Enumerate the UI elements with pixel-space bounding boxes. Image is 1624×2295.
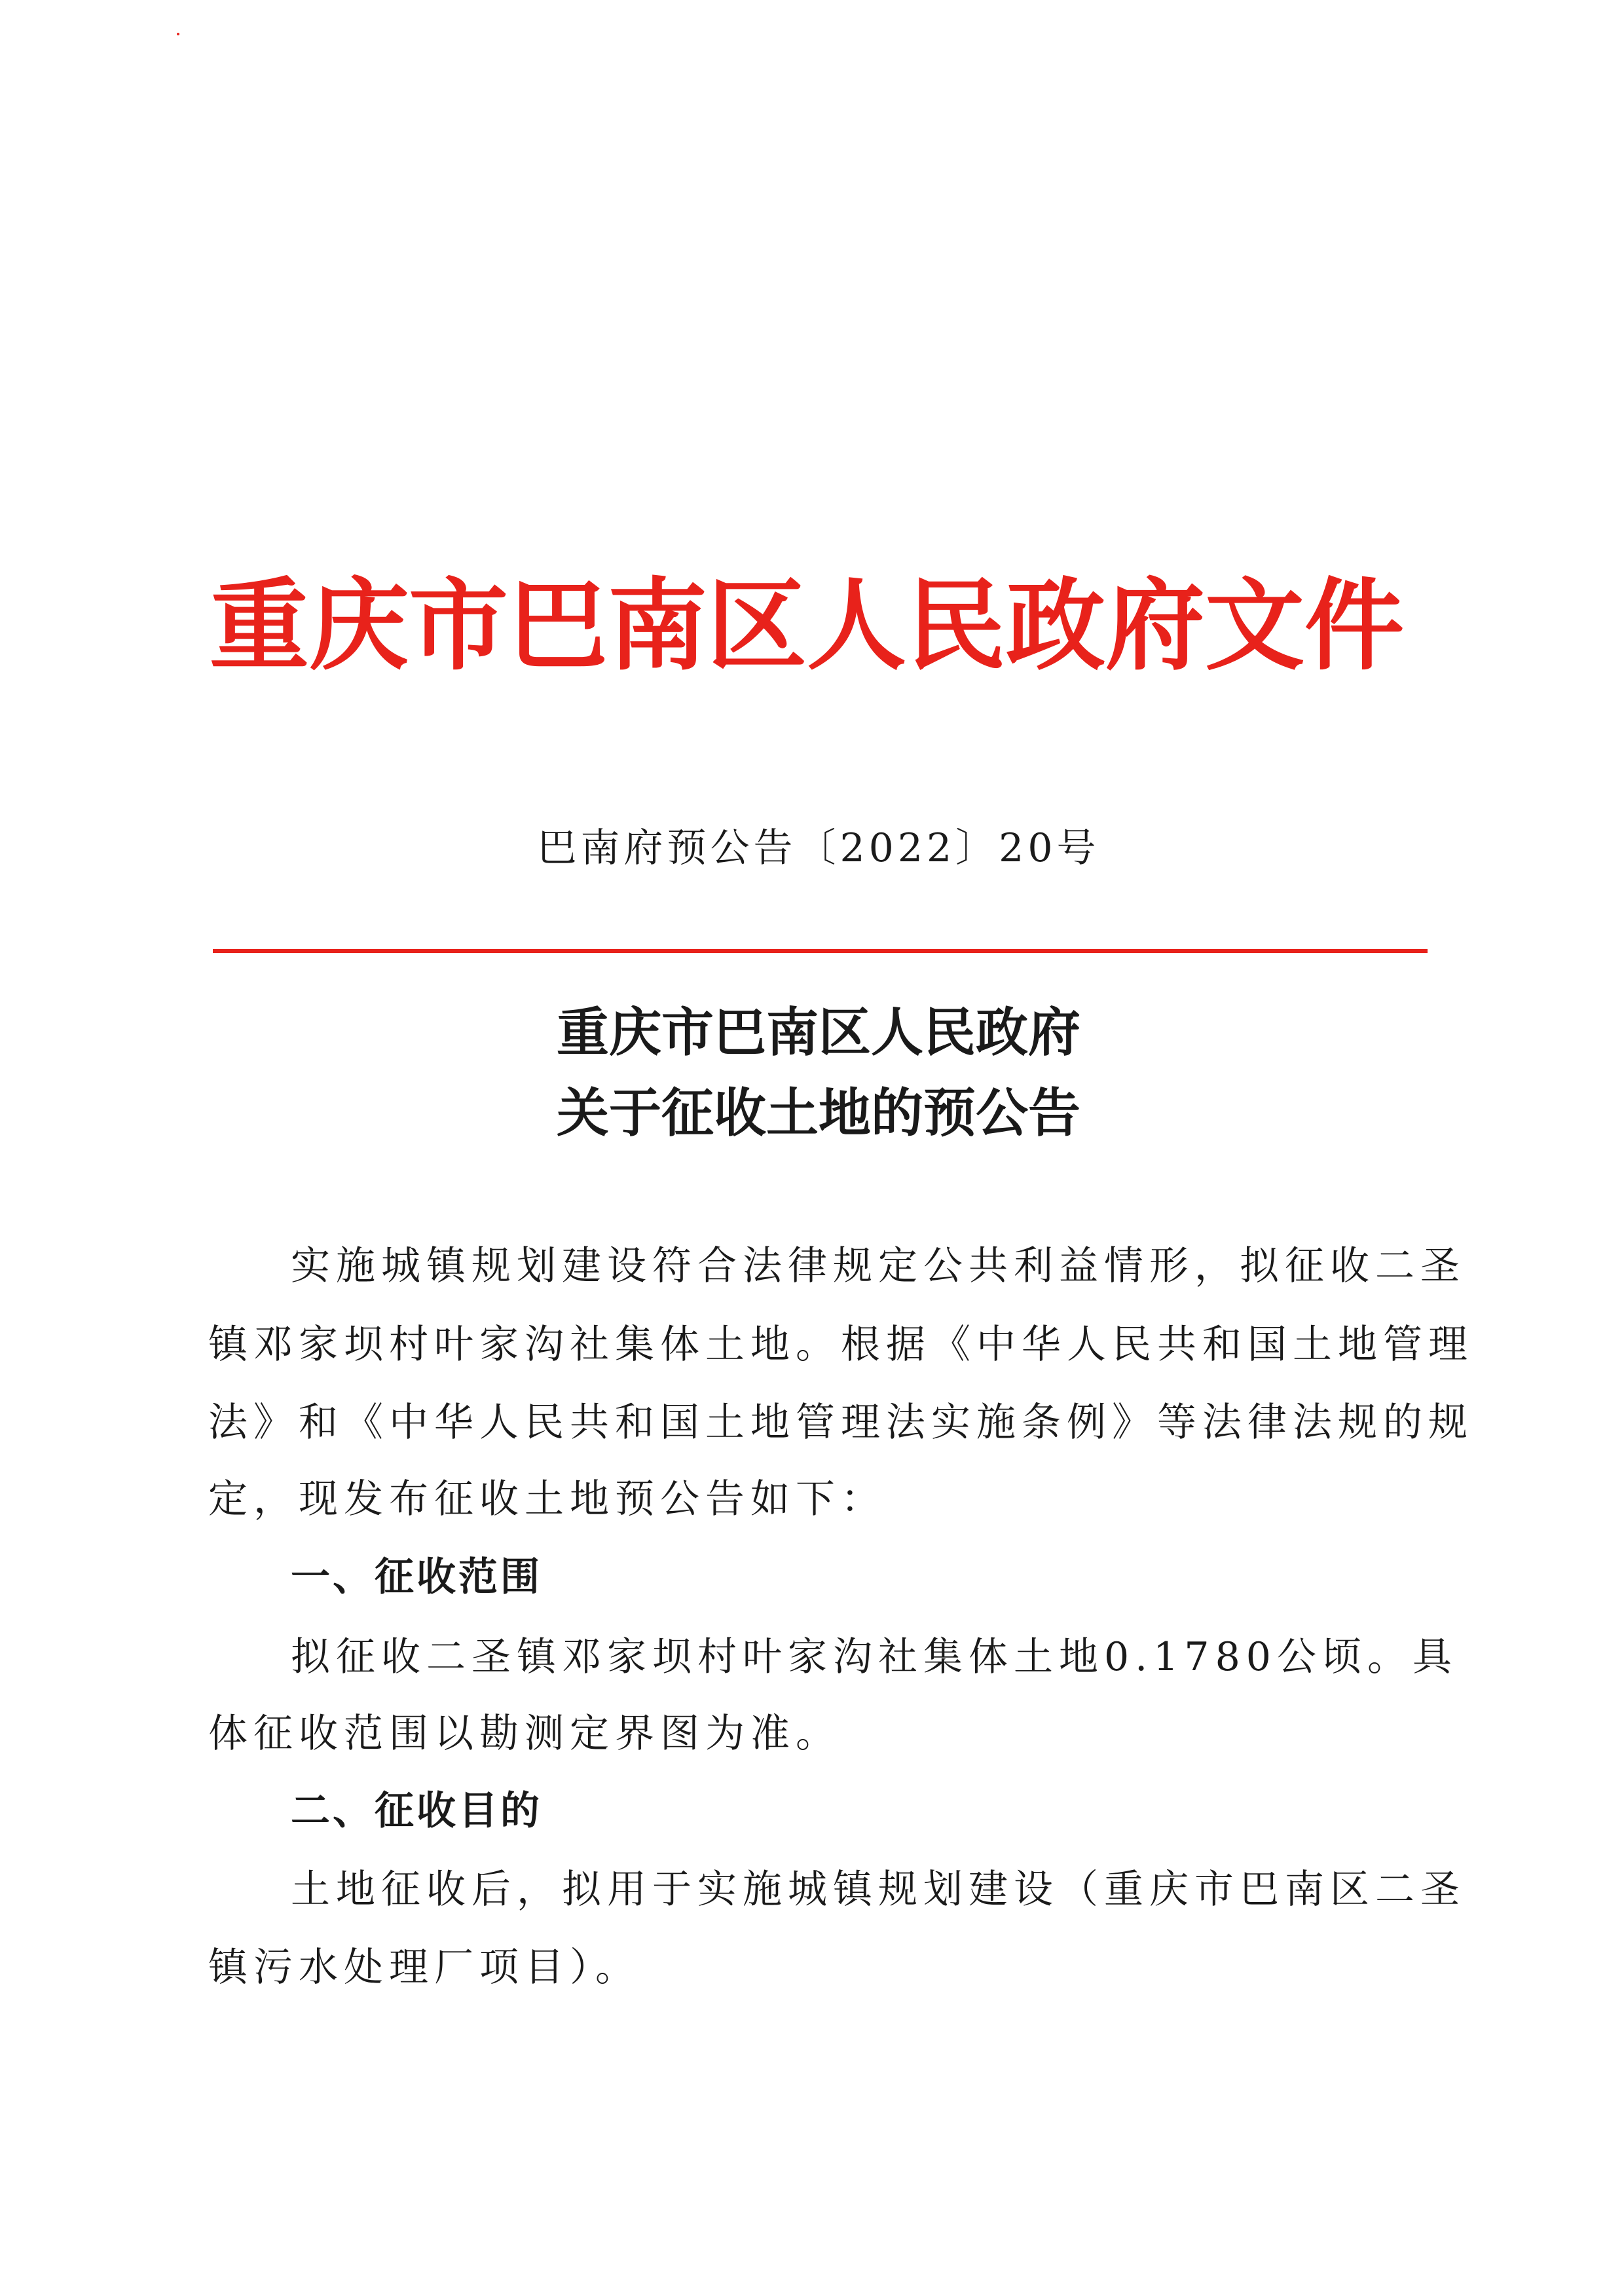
document-number: 巴南府预公告〔2022〕20号: [537, 825, 1100, 871]
section-heading: 一、征收范围: [291, 1554, 542, 1600]
section-body-line: 土地征收后，拟用于实施城镇规划建设（重庆市巴南区二圣: [291, 1867, 1466, 1912]
notice-title-line-1: 重庆市巴南区人民政府: [557, 1002, 1080, 1063]
scan-artifact-dot: [177, 33, 179, 35]
section-body-line: 镇污水处理厂项目）。: [208, 1945, 640, 1990]
section-heading: 二、征收目的: [291, 1788, 542, 1834]
section-body-line: 拟征收二圣镇邓家坝村叶家沟社集体土地0.1780公顷。具: [291, 1634, 1458, 1680]
notice-title-line-2: 关于征收土地的预公告: [557, 1083, 1080, 1144]
document-header-title: 重庆市巴南区人民政府文件: [210, 567, 1404, 684]
section-body-line: 体征收范围以勘测定界图为准。: [208, 1711, 841, 1757]
intro-line: 镇邓家坝村叶家沟社集体土地。根据《中华人民共和国土地管理: [208, 1322, 1473, 1368]
intro-line: 定，现发布征收土地预公告如下：: [208, 1476, 886, 1522]
intro-line: 法》和《中华人民共和国土地管理法实施条例》等法律法规的规: [208, 1400, 1473, 1446]
header-divider: [213, 949, 1428, 953]
intro-line: 实施城镇规划建设符合法律规定公共利益情形，拟征收二圣: [291, 1243, 1466, 1289]
